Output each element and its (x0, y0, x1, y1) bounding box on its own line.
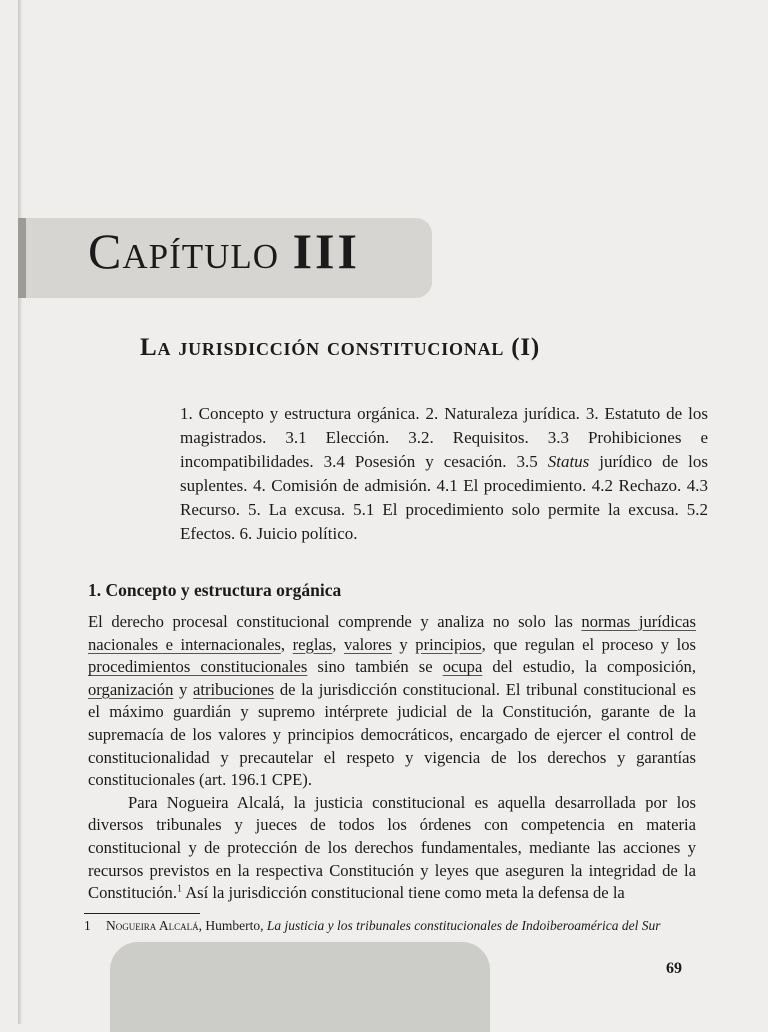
p1-underlined: valores (343, 634, 392, 654)
p1-text: de la jurisdicción constitucional. El tribunal constitucional es el máximo guardián y supremo intérprete judicial de la Constitución, garante de la supremacía de los valores y principios democráticos, encargado de ejercer el control de constitucionalidad y precautelar el respeto y vigencia de los derechos y garantías constitucionales (art. 196.1 CPE). (88, 679, 696, 790)
footnote-reference[interactable]: 1 (176, 883, 182, 895)
section-title: La jurisdicción constitucional (I) (140, 334, 541, 361)
p1-text: , (280, 634, 293, 654)
footnote-author: Nogueira Alcalá (106, 918, 199, 933)
paragraph-2 (88, 792, 696, 905)
footnote-divider (84, 913, 200, 914)
p1-underlined: principios (415, 634, 482, 654)
footnote-work-title: La justicia y los tribunales constitucionales de Indoiberoamérica del Sur (266, 918, 661, 933)
p1-underlined: normas jurídicas nacionales e internacionales (88, 612, 697, 654)
p1-text: , (332, 634, 344, 654)
page-number: 69 (666, 960, 682, 977)
body-text (88, 611, 696, 905)
p1-text: El derecho procesal constitucional comprende y analiza no solo las (88, 612, 582, 631)
p1-text: del estudio, la composición, (482, 657, 697, 677)
footnote-text: , Humberto, (198, 918, 267, 933)
p1-underlined: organización (88, 679, 174, 699)
chapter-contents-summary (180, 402, 708, 546)
footnote (84, 918, 704, 934)
chapter-title (88, 222, 360, 280)
paragraph-1 (88, 611, 696, 792)
subsection-title: 1. Concepto y estructura orgánica (88, 580, 342, 600)
chapter-tab-marker (18, 218, 26, 298)
toc-text-part1: 1. Concepto y estructura orgánica. 2. Naturaleza jurídica. 3. Estatuto de los magistrados. 3.1 Elección. 3.2. Requisitos. 3.3 Prohibiciones e incompatibilidades. 3.4 Posesión y cesación. 3.5 (180, 404, 708, 471)
p1-text: sino también se (307, 657, 443, 677)
scan-shadow (110, 942, 490, 1032)
chapter-label: Capítulo (88, 223, 280, 279)
p1-underlined: procedimientos constitucionales (88, 657, 308, 677)
p1-underlined: atribuciones (193, 679, 275, 699)
p2-tail: Así la jurisdicción constitucional tiene como meta la defensa de la (181, 883, 625, 903)
p1-text: y (391, 634, 416, 654)
p1-underlined: reglas (292, 634, 333, 654)
toc-status-word: Status (547, 452, 590, 471)
page-binding-edge (18, 0, 22, 1024)
p1-underlined: ocupa (442, 657, 483, 677)
p1-text: , que regulan el proceso y los (481, 634, 697, 654)
chapter-number: III (292, 223, 360, 279)
p2-text: Para Nogueira Alcalá, la justicia constitucional es aquella desarrollada por los diversos tribunales y jueces de todos los órdenes con competencia en materia constitucional y de protección de los derechos fundamentales, mediante las acciones y recursos previstos en la respectiva Constitución y leyes que aseguren la integridad de la Constitución. (88, 792, 696, 903)
toc-text-part2: jurídico de los suplentes. 4. Comisión de admisión. 4.1 El procedimiento. 4.2 Rechazo. 4.3 Recurso. 5. La excusa. 5.1 El procedimiento solo permite la excusa. 5.2 Efectos. 6. Juicio político. (180, 452, 708, 543)
p1-text: y (173, 679, 194, 699)
footnote-number: 1 (84, 918, 91, 933)
